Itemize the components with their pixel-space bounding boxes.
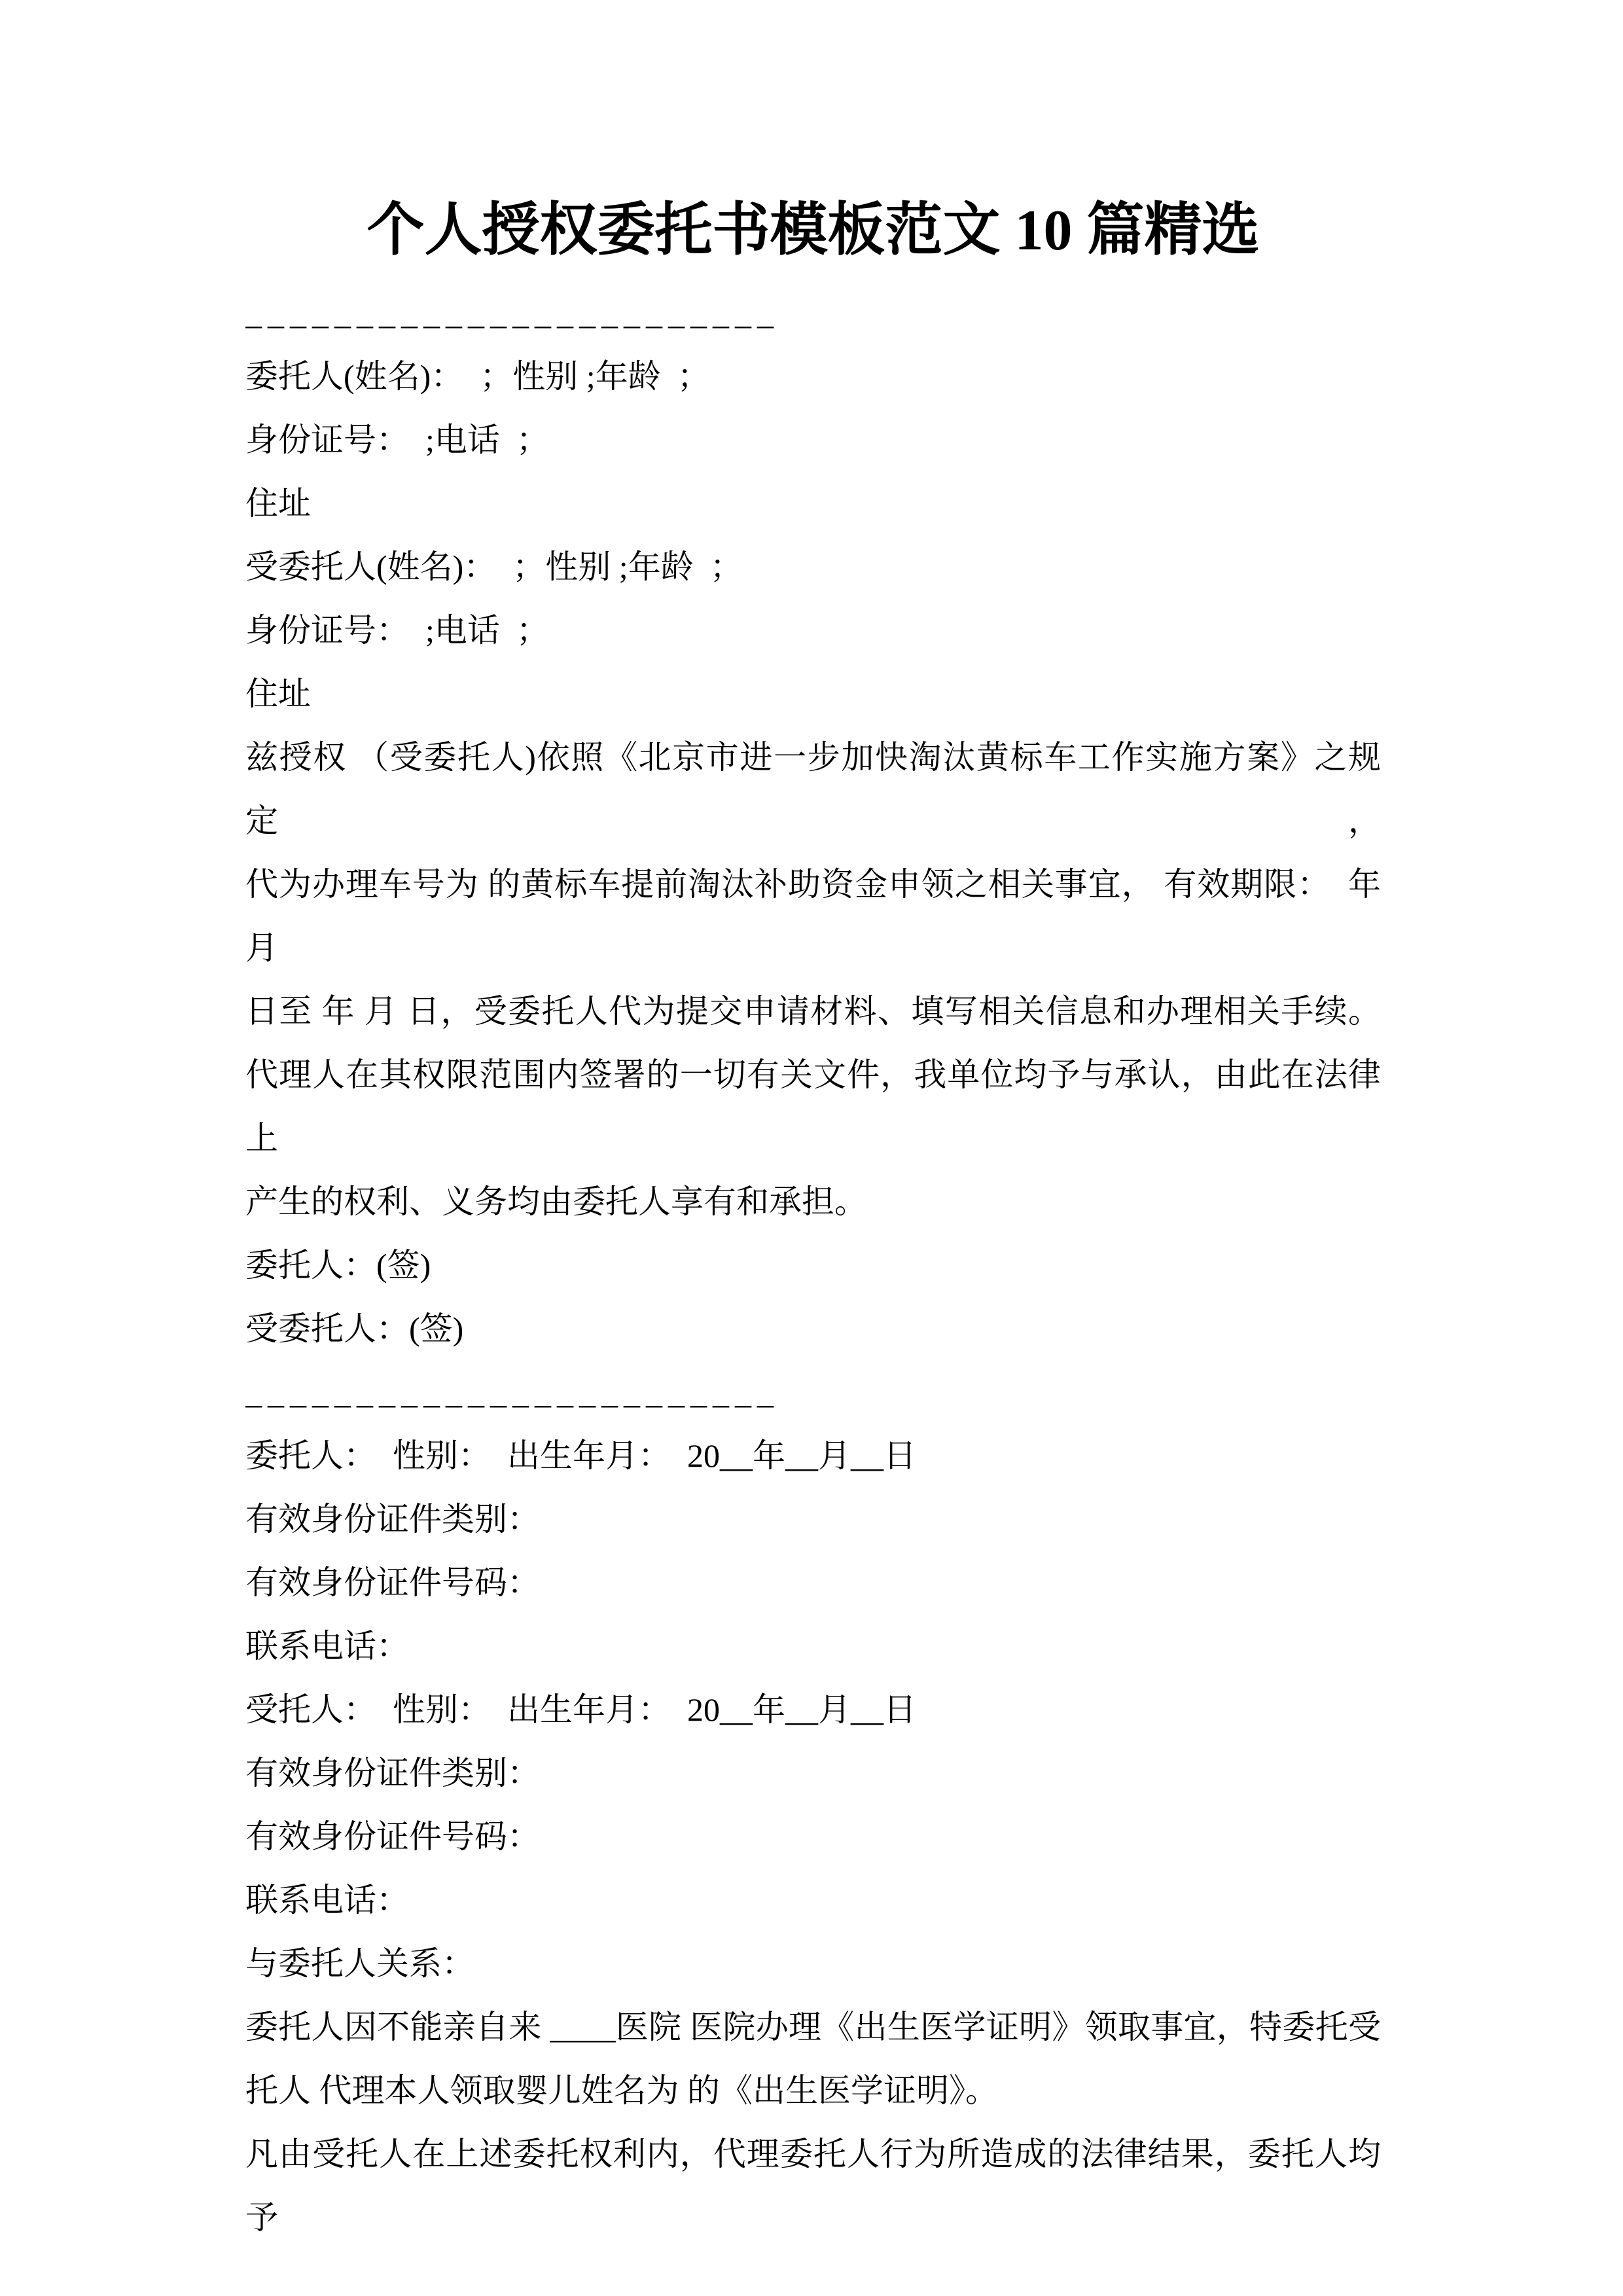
trustee-id-type-line: 有效身份证件类别： xyxy=(245,1755,540,1791)
relationship-line: 与委托人关系： xyxy=(245,1945,474,1982)
authorization-clause-line-3: 月 xyxy=(245,929,278,966)
agent-address-line: 住址 xyxy=(245,675,311,712)
principal-name-line: 委托人(姓名)： ；性别 ;年龄 ； xyxy=(245,358,710,395)
trustee-phone-line: 联系电话： xyxy=(245,1882,409,1918)
authorization-clause-line-1: 兹授权 （受委托人)依照《北京市进一步加快淘汰黄标车工作实施方案》之规定， xyxy=(245,739,1381,839)
principal-phone-line: 联系电话： xyxy=(245,1628,409,1664)
page-title: 个人授权委托书模板范文 10 篇精选 xyxy=(366,199,1260,262)
trustee-id-number-line: 有效身份证件号码： xyxy=(245,1818,540,1855)
liability-clause-line-2: 产生的权利、义务均由委托人享有和承担。 xyxy=(245,1183,867,1220)
section-divider: ________________________ xyxy=(245,295,779,331)
principal-id-phone-line: 身份证号： ;电话 ； xyxy=(245,422,549,458)
principal-info-line: 委托人： 性别： 出生年月： 20__年__月__日 xyxy=(245,1437,916,1474)
principal-id-type-line: 有效身份证件类别： xyxy=(245,1501,540,1537)
principal-address-line: 住址 xyxy=(245,485,311,522)
trustee-info-line: 受托人： 性别： 出生年月： 20__年__月__日 xyxy=(245,1691,916,1728)
authorization-clause-line-2: 代为办理车号为 的黄标车提前淘汰补助资金申领之相关事宜， 有效期限： 年 xyxy=(245,866,1381,903)
principal-id-number-line: 有效身份证件号码： xyxy=(245,1564,540,1601)
section-divider: ________________________ xyxy=(245,1374,779,1410)
birth-cert-clause-line-1: 委托人因不能亲自来 ____医院 医院办理《出生医学证明》领取事宜，特委托受 xyxy=(245,2009,1381,2045)
liability-clause-line-1: 代理人在其权限范围内签署的一切有关文件，我单位均予与承认，由此在法律上 xyxy=(245,1056,1381,1157)
authorization-clause-line-4: 日至 年 月 日，受委托人代为提交申请材料、填写相关信息和办理相关手续。 xyxy=(245,993,1381,1030)
birth-cert-clause-line-2: 托人 代理本人领取婴儿姓名为 的《出生医学证明》。 xyxy=(245,2072,998,2109)
principal-signature-line: 委托人：(签) xyxy=(245,1247,431,1283)
agent-signature-line: 受委托人：(签) xyxy=(245,1310,464,1347)
agent-name-line: 受委托人(姓名)： ；性别 ;年龄 ； xyxy=(245,548,743,585)
agent-id-phone-line: 身份证号： ;电话 ； xyxy=(245,612,549,649)
legal-result-clause-line: 凡由受托人在上述委托权利内，代理委托人行为所造成的法律结果，委托人均予 xyxy=(245,2136,1381,2236)
